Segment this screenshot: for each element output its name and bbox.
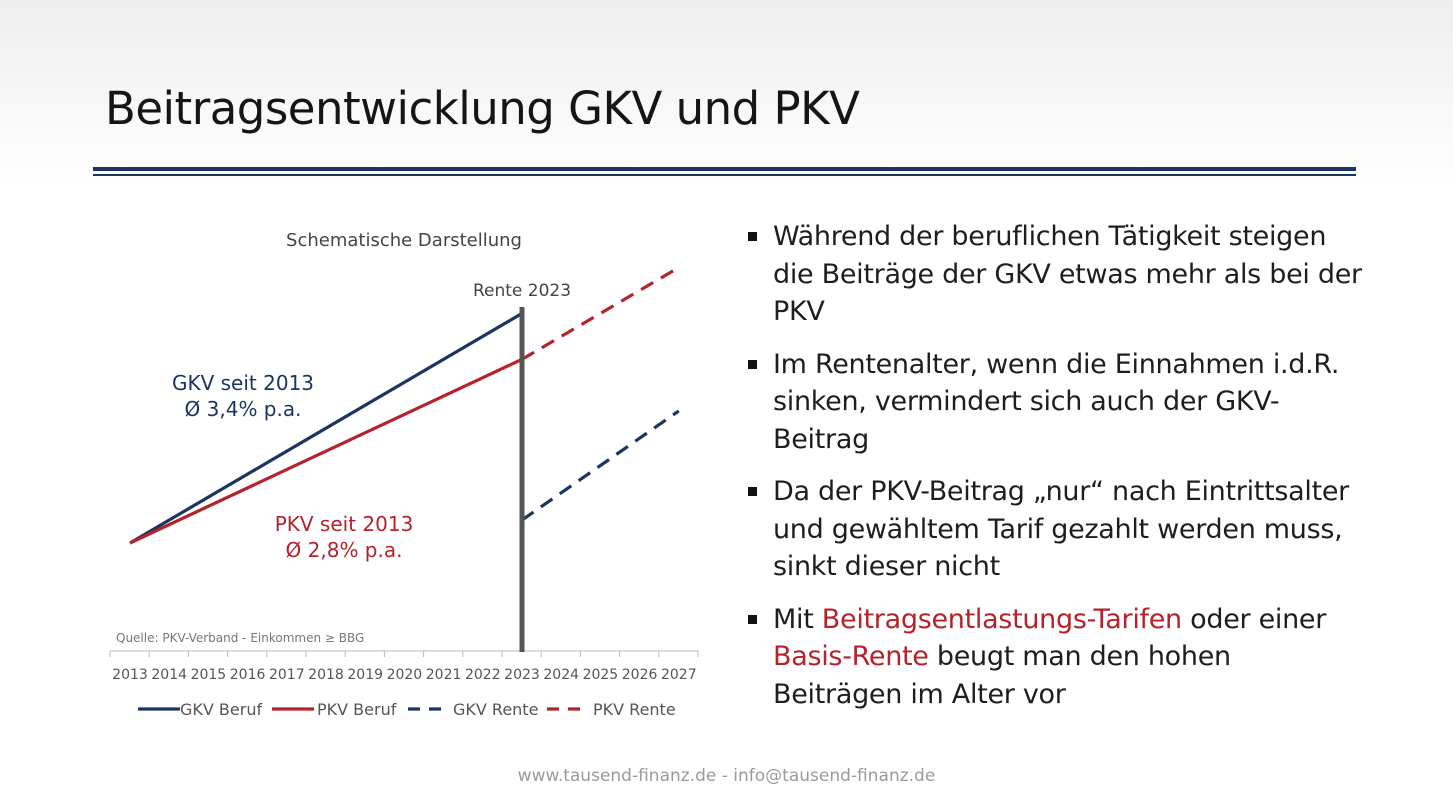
retirement-marker-label: Rente 2023 — [472, 281, 572, 301]
bullet-list — [748, 218, 1368, 728]
gkv-annotation-line2: Ø 3,4% p.a. — [184, 397, 302, 421]
legend-label-gkv-beruf: GKV Beruf — [180, 700, 263, 719]
legend-label-pkv-rente: PKV Rente — [593, 700, 676, 719]
x-tick-label-2018: 2018 — [308, 667, 344, 683]
x-tick-label-2027: 2027 — [660, 667, 697, 683]
legend-label-gkv-rente: GKV Rente — [453, 700, 539, 719]
x-tick-label-2022: 2022 — [464, 667, 501, 683]
gkv-annotation-line1: GKV seit 2013 — [171, 371, 315, 395]
x-tick-label-2020: 2020 — [386, 667, 423, 683]
x-tick-label-2015: 2015 — [190, 667, 227, 683]
footer-contact: www.tausend-finanz.de - info@tausend-finanz.de — [517, 766, 936, 786]
bullet-text-post: beugt man den hohen Beiträgen im Alter vor — [773, 641, 1231, 710]
bullet-text-pre: Mit — [773, 603, 822, 635]
x-tick-label-2019: 2019 — [347, 667, 384, 683]
bullet-square-icon — [748, 360, 757, 369]
bullet-text: Im Rentenalter, wenn die Einnahmen i.d.R. sinken, vermindert sich auch der GKV-Beitrag — [773, 348, 1340, 455]
x-tick-label-2016: 2016 — [229, 667, 266, 683]
slide-title: Beitragsentwicklung GKV und PKV — [105, 82, 860, 135]
series-line-gkv-beruf — [130, 313, 522, 543]
bullet-square-icon — [748, 487, 757, 496]
highlight-basis-rente: Basis-Rente — [773, 641, 929, 672]
series-line-gkv-rente — [522, 411, 679, 520]
x-tick-label-2014: 2014 — [151, 667, 188, 683]
bullet-text: Während der beruflichen Tätigkeit steigen die Beiträge der GKV etwas mehr als bei der PKV — [773, 221, 1362, 327]
x-tick-label-2024: 2024 — [543, 667, 580, 683]
chart-title: Schematische Darstellung — [286, 230, 522, 251]
bullet-text: Da der PKV-Beitrag „nur“ nach Eintrittsalter und gewähltem Tarif gezahlt werden muss, sinkt dieser nicht — [773, 476, 1349, 582]
x-tick-label-2017: 2017 — [268, 667, 305, 683]
bullet-item — [748, 346, 1368, 459]
pkv-annotation-line1: PKV seit 2013 — [274, 512, 414, 536]
bullet-item — [748, 601, 1368, 714]
bullet-square-icon — [748, 615, 757, 624]
x-tick-label-2013: 2013 — [112, 667, 148, 683]
x-tick-label-2026: 2026 — [621, 667, 658, 683]
bullet-text-mid: oder einer — [1181, 603, 1327, 635]
bullet-item — [748, 218, 1368, 331]
pkv-annotation-line2: Ø 2,8% p.a. — [285, 538, 403, 562]
chart-source-note: Quelle: PKV-Verband - Einkommen ≥ BBG — [116, 631, 365, 645]
x-tick-label-2023: 2023 — [504, 667, 540, 683]
bullet-item — [748, 473, 1368, 586]
x-tick-label-2021: 2021 — [425, 667, 462, 683]
highlight-relief-tariffs: Beitragsentlastungs-Tarifen — [821, 603, 1182, 635]
x-tick-label-2025: 2025 — [582, 667, 619, 683]
bullet-square-icon — [748, 232, 757, 241]
legend-label-pkv-beruf: PKV Beruf — [317, 700, 397, 719]
